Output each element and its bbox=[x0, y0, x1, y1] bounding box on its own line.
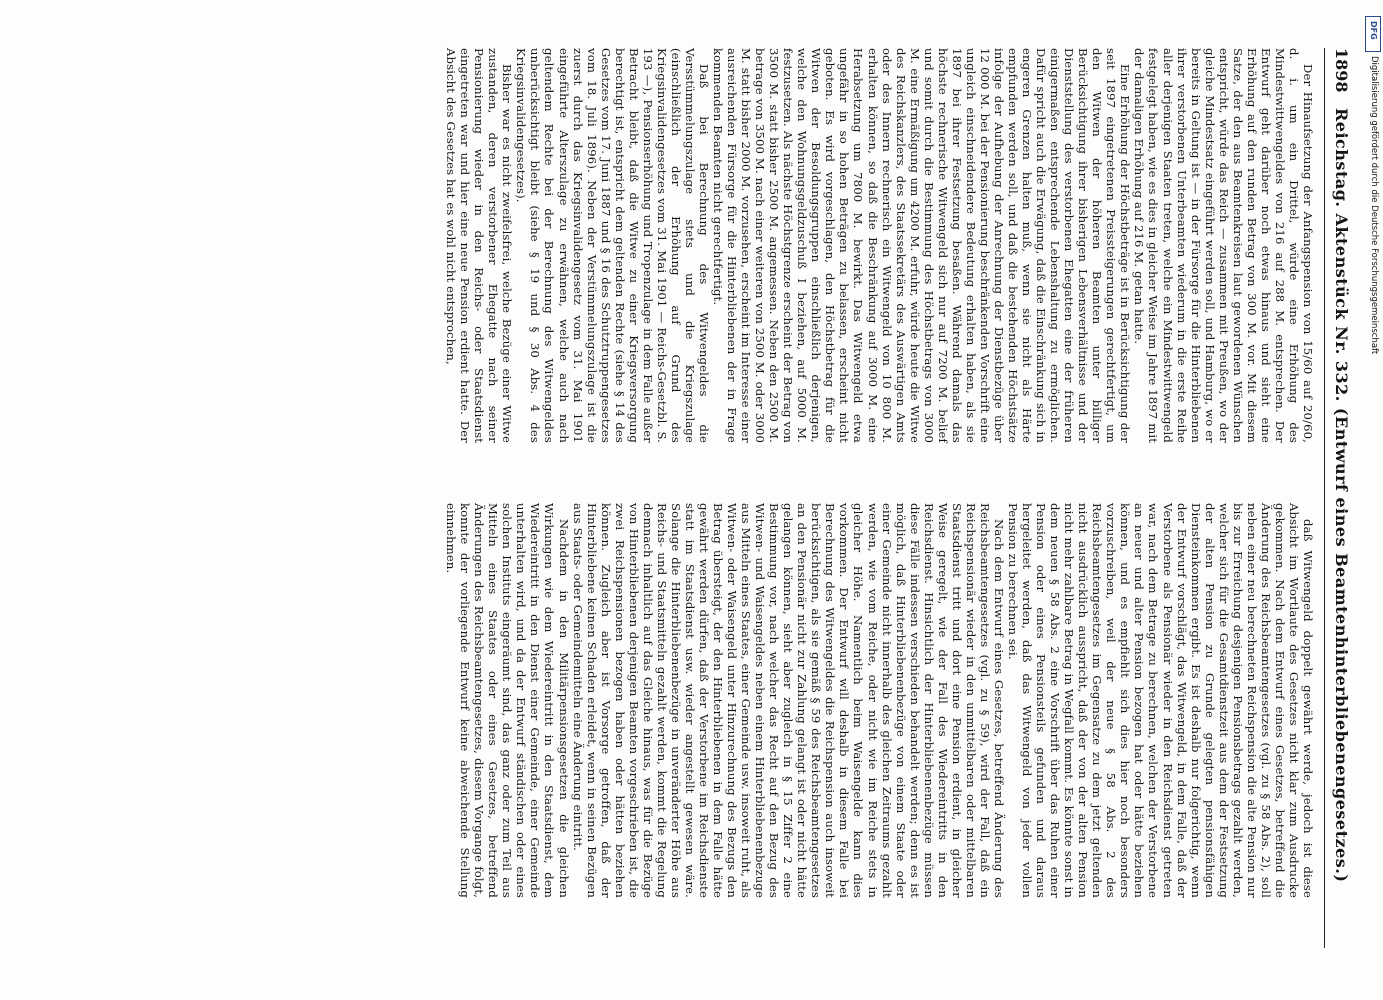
page-header bbox=[1325, 48, 1355, 948]
paragraph: Nach dem Entwurf eines Gesetzes, betreffend Änderung des Reichsbeamtengesetzes (vgl. zu § 59), wird der Fall, daß ein Reichspensionär wieder in den unmittelbaren oder mittelbaren Staatsdienst tritt und dort eine Pension erdient, in gleicher Weise geregelt, wie der Fall des Wiedereintritts in den Reichsdienst. Hinsichtlich der Hinterbliebenenbezüge müssen diese Fälle indessen verschieden behandelt werden; denn es ist möglich, daß Hinterbliebenenbezüge von einem Staate oder einer Gemeinde nicht innerhalb des gleichen Zeitraums gezahlt werden, wie vom Reiche, oder nicht wie im Reiche stets in gleicher Höhe. Namentlich beim Waisengelde kann dies vorkommen. Der Entwurf will deshalb in diesem Falle bei Berechnung des Witwengeldes die Reichspension auch insoweit berücksichtigen, als sie gemäß § 59 des Reichsbeamtengesetzes an den Pensionär nicht zur Zahlung gelangt ist oder nicht hätte gelangen können, sieht aber zugleich in § 15 Ziffer 2 eine Bestimmung vor, nach welcher das Recht auf den Bezug des Witwen- und Waisengeldes neben einem Hinterbliebenenbezuge aus Mitteln eines Staates, einer Gemeinde usw. insoweit ruht, als Witwen- oder Waisengeld unter Hinzurechnung des Bezugs den Betrag übersteigt, der den Hinterbliebenen in dem Falle hätte gewährt werden dürfen, daß der Verstorbene im Reichsdienste statt im Staatsdienst usw. wieder angestellt gewesen wäre. Solange die Hinterbliebenenbezüge in unveränderter Höhe aus Reichs- und Staatsmitteln gezahlt werden, kommt die Regelung demnach inhaltlich auf das Gleiche hinaus, was für die Bezüge von Hinterbliebenen derjenigen Beamten vorgeschrieben ist, die zwei Reichspensionen bezogen haben oder hätten beziehen können. Zugleich aber ist Vorsorge getroffen, daß der Hinterbliebene keinen Schaden erleidet, wenn in seinen Bezügen aus Staats- oder Gemeindemitteln eine Änderung eintritt. bbox=[570, 503, 1006, 898]
credit-text: Digitalisierung gefördert durch die Deutsche Forschungsgemeinschaft bbox=[1369, 56, 1379, 355]
dfg-logo-text: DFG bbox=[1369, 21, 1378, 40]
paragraph: daß Witwengeld doppelt gewährt werde, jedoch ist diese Absicht im Wortlaute des Gesetzes nicht klar zum Ausdrucke gekommen. Nach dem Entwurf eines Gesetzes, betreffend die Änderung des Reichsbeamtengesetzes (vgl. zu § 58 Abs. 2), soll neben einer neu berechneten Reichspension die alte Pension nur bis zur Erreichung desjenigen Pensionsbetrags gezahlt werden, welcher sich für die Gesamtdienstzeit aus dem der Festsetzung der alten Pension zu Grunde gelegten pensionsfähigen Diensteinkommen ergibt. Es ist deshalb nur folgerichtig, wenn der Entwurf vorschlägt, das Witwengeld, in dem Falle, daß der Verstorbene als Pensionär wieder in den Reichsdienst getreten war, nach dem Betrage zu berechnen, welchen der Verstorbene an neuer und alter Pension bezogen hat oder hätte beziehen können, und es empfiehlt sich dies hier noch besonders vorzuschreiben, weil der neue § 58 Abs. 2 des Reichsbeamtengesetzes im Gegensatze zu dem jetzt geltenden nicht ausdrücklich ausspricht, daß der von der alten Pension nicht mehr zahlbare Betrag in Wegfall kommt. Es könnte sonst in dem neuen § 58 Abs. 2 eine Vorschrift über das Ruhen einer Pension oder eines Pensionsteils gefunden und daraus hergeleitet werden, daß das Witwengeld von jeder vollen Pension zu berechnen sei. bbox=[1006, 503, 1315, 898]
digitization-credit bbox=[1365, 10, 1381, 990]
header-rule bbox=[1324, 48, 1325, 948]
text-column-left bbox=[444, 48, 1315, 443]
page-title: Reichstag. Aktenstück Nr. 332. (Entwurf eines Beamtenhinterbliebenengesetzes.) bbox=[1332, 108, 1351, 883]
paragraph: Daß bei Berechnung des Witwengeldes die Versstümmelungszulage stets und die Kriegszulage (einschließlich der Erhöhung auf Grund des Kriegsinvalidengesetzes vom 31. Mai 1901 — Reichs-Gesetzbl. S. 193 —), Pensionserhöhung und Tropenzulage in dem Falle außer Betracht bleibt, daß die Witwe zu einer Kriegsversorgung berechtigt ist, entspricht dem geltenden Rechte (siehe § 14 des Gesetzes vom 17. Juni 1887 und § 16 des Schutztruppengesetzes vom 18. Juli 1896). Neben der Verstümmelungszulage ist die zuerst durch das Kriegsinvalidengesetz vom 31. Mai 1901 eingeführte Alterszulage zu erwähnen, welche auch nach geltendem Rechte bei der Berechnung des Witwengeldes unberücksichtigt bleibt (siehe § 19 und § 30 Abs. 4 des Kriegsinvalidengesetzes). bbox=[514, 48, 711, 443]
paragraph: Der Hinaufsetzung der Anfangspension von 15/60 auf 20/60, d. i. um ein Drittel, würde eine Erhöhung des Mindestwittwengeldes von 216 auf 288 M. entsprechen. Der Entwurf geht darüber noch etwas hinaus und sieht eine Erhöhung auf den runden Betrag von 300 M. vor. Mit diesem Satze, der den aus Beamtenkreisen laut gewordenen Wünschen entspricht, würde das Reich — zusammen mit Preußen, wo der gleiche Mindestsatz eingeführt werden soll, und Hamburg, wo er bereits in Geltung ist — in der Fürsorge für die Hinterbliebenen ihrer verstorbenen Unterbeamten wiederum in die erste Reihe aller derjenigen Staaten treten, welche ein Mindestwittwengeld festgelegt haben, wie es dies in gleicher Weise im Jahre 1897 mit der damaligen Erhöhung auf 216 M. getan hatte. bbox=[1132, 48, 1315, 443]
dfg-logo bbox=[1365, 16, 1381, 52]
rotated-document bbox=[55, 48, 1355, 948]
paragraph: Bisher war es nicht zweifelsfrei, welche Bezüge einer Witwe zustanden, deren verstorbener Ehegatte nach seiner Pensionierung wieder in den Reichs- oder Staatsdienst eingetreten war und hier eine neue Pension erdient hatte. Der Absicht des Gesetzes hat es wohl nicht entsprochen, bbox=[444, 48, 515, 443]
page-year: 1898 bbox=[1332, 48, 1351, 93]
paragraph: Nachdem in den Militärpensionsgesetzen die gleichen Wirkungen wie dem Wiedereintritt in den Staatsdienst, dem Wiedereintritt in den Dienst einer Gemeinde, einer Gemeinde unterhalten wird, und da der Entwurf ständischen oder eines solchen Instituts eingeräumt sind, das ganz oder zum Teil aus Mitteln eines Staates oder eines Gesetzes, betreffend Änderungen des Reichsbeamtengesetzes, diesem Vorgange folgt, konnte der vorliegende Entwurf keine abweichende Stellung einnehmen. bbox=[444, 503, 571, 898]
paragraph: Eine Erhöhung der Höchstbeträge ist in Berücksichtigung der seit 1897 eingetretenen Preissteigerungen gerechtfertigt, um den Witwen der höheren Beamten unter billiger Berücksichtigung ihrer bisherigen Lebensverhältnisse und der Dienststellung des verstorbenen Ehegatten eine der früheren einigermaßen entsprechende Lebenshaltung zu ermöglichen. Dafür spricht auch die Erwägung, daß die Einschränkung sich in engeren Grenzen halten muß, wenn sie nicht als Härte empfunden werden soll, und daß die bestehenden Höchstsätze infolge der Aufhebung der Anrechnung der Dienstbezüge über 12 000 M. bei der Pensionierung beschränkenden Vorschrift eine ungleich einschneidendere Bedeutung erhalten haben, als sie 1897 bei ihrer Festsetzung besaßen. Während damals das höchste rechnerische Witwengeld sich nur auf 7200 M. belief und somit durch die Bestimmung des Höchstbetrags von 3000 M. eine Ermäßigung um 4200 M. erfuhr, würde heute die Witwe des Reichskanzlers, des Staatssekretärs des Auswärtigen Amts oder des Innern rechnerisch ein Witwengeld von 10 800 M. erhalten können, so daß die Beschränkung auf 3000 M. eine Herabsetzung um 7800 M. bewirkt. Das Witwengeld etwa ungefähr in so hohen Beträgen zu belassen, erscheint nicht geboten. Es wird vorgeschlagen, den Höchstbetrag für die Witwen der Besoldungsgruppen einschließlich derjenigen, welche den Wohnungsgeldzuschuß I beziehen, auf 5000 M. festzusetzen. Als nächste Höchstgrenze erscheint der Betrag von 3500 M. statt bisher 2500 M. angemessen. Neben den 2500 M. betrage von 3500 M. nach einer weiteren von 2500 M. oder 3000 M. statt bisher 2000 M. vorzusehen, erscheint im Interesse einer ausreichenden Fürsorge für die Hinterbliebenen der in Frage kommenden Beamten nicht gerechtfertigt. bbox=[711, 48, 1133, 443]
text-column-right bbox=[444, 503, 1315, 898]
